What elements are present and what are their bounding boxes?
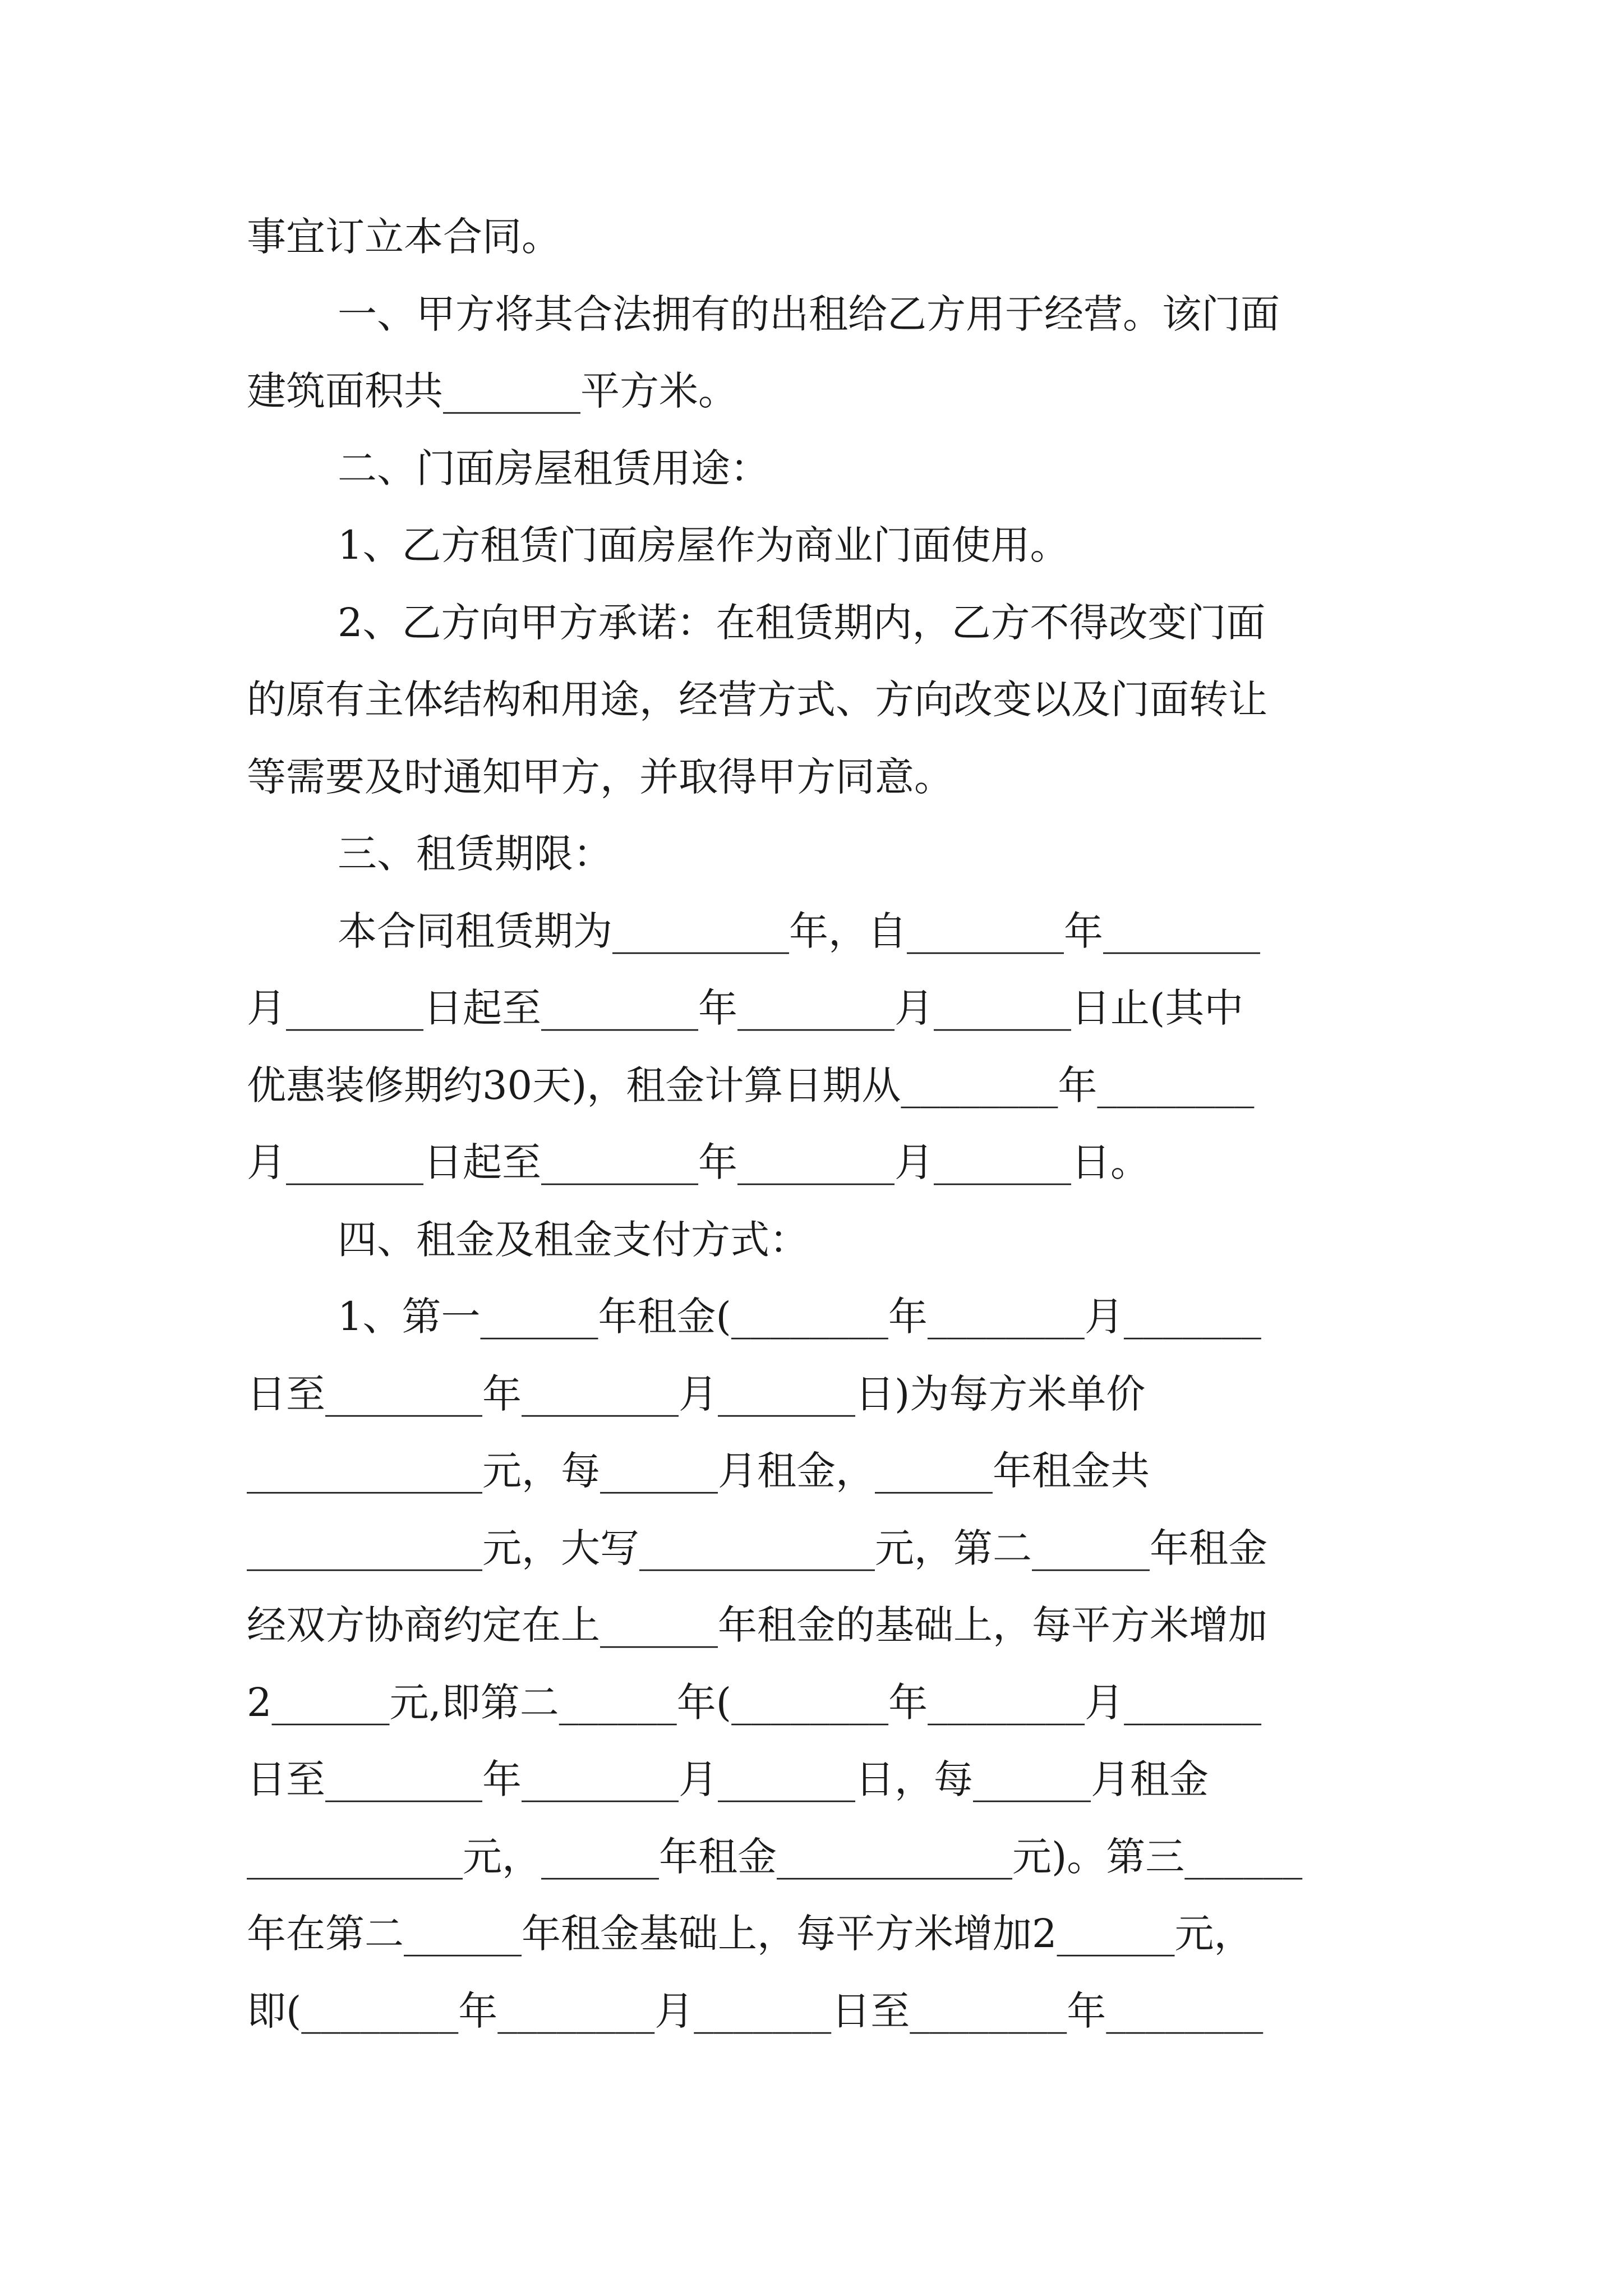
contract-line: 四、租金及租金支付方式： — [338, 1216, 809, 1263]
contract-line: 本合同租赁期为_________年，自________年________ — [338, 908, 1260, 954]
contract-line: 2______元,即第二______年(________年________月_______ — [247, 1679, 1262, 1726]
contract-line: 建筑面积共_______平方米。 — [247, 368, 737, 414]
contract-line: 即(________年________月_______日至________年________ — [247, 1987, 1264, 2034]
contract-line: 等需要及时通知甲方，并取得甲方同意。 — [247, 753, 953, 800]
contract-line: 的原有主体结构和用途，经营方式、方向改变以及门面转让 — [247, 677, 1267, 723]
contract-line: 1、乙方租赁门面房屋作为商业门面使用。 — [338, 522, 1069, 568]
contract-line: 事宜订立本合同。 — [247, 214, 561, 260]
contract-line: 经双方协商约定在上______年租金的基础上，每平方米增加 — [247, 1602, 1267, 1648]
contract-line: 年在第二______年租金基础上，每平方米增加2______元， — [247, 1911, 1253, 1957]
contract-line: 月_______日起至________年________月_______日止(其中 — [247, 985, 1244, 1031]
contract-line: 优惠装修期约30天)，租金计算日期从________年________ — [247, 1062, 1255, 1108]
contract-line: ____________元，每______月租金，______年租金共 — [247, 1448, 1150, 1494]
contract-line: 日至________年________月_______日，每______月租金 — [247, 1756, 1209, 1802]
contract-line: 2、乙方向甲方承诺：在租赁期内，乙方不得改变门面 — [338, 599, 1266, 646]
contract-line: 日至________年________月_______日)为每方米单价 — [247, 1370, 1146, 1417]
contract-line: ___________元，______年租金____________元)。第三______ — [247, 1833, 1303, 1880]
contract-line: 二、门面房屋租赁用途： — [338, 445, 769, 491]
contract-line: 一、甲方将其合法拥有的出租给乙方用于经营。该门面 — [338, 291, 1280, 337]
contract-line: 三、租赁期限： — [338, 831, 612, 877]
contract-line: 1、第一______年租金(________年________月_______ — [338, 1294, 1261, 1340]
contract-line: ____________元，大写____________元，第二______年租金 — [247, 1525, 1267, 1571]
contract-line: 月_______日起至________年________月_______日。 — [247, 1139, 1150, 1185]
